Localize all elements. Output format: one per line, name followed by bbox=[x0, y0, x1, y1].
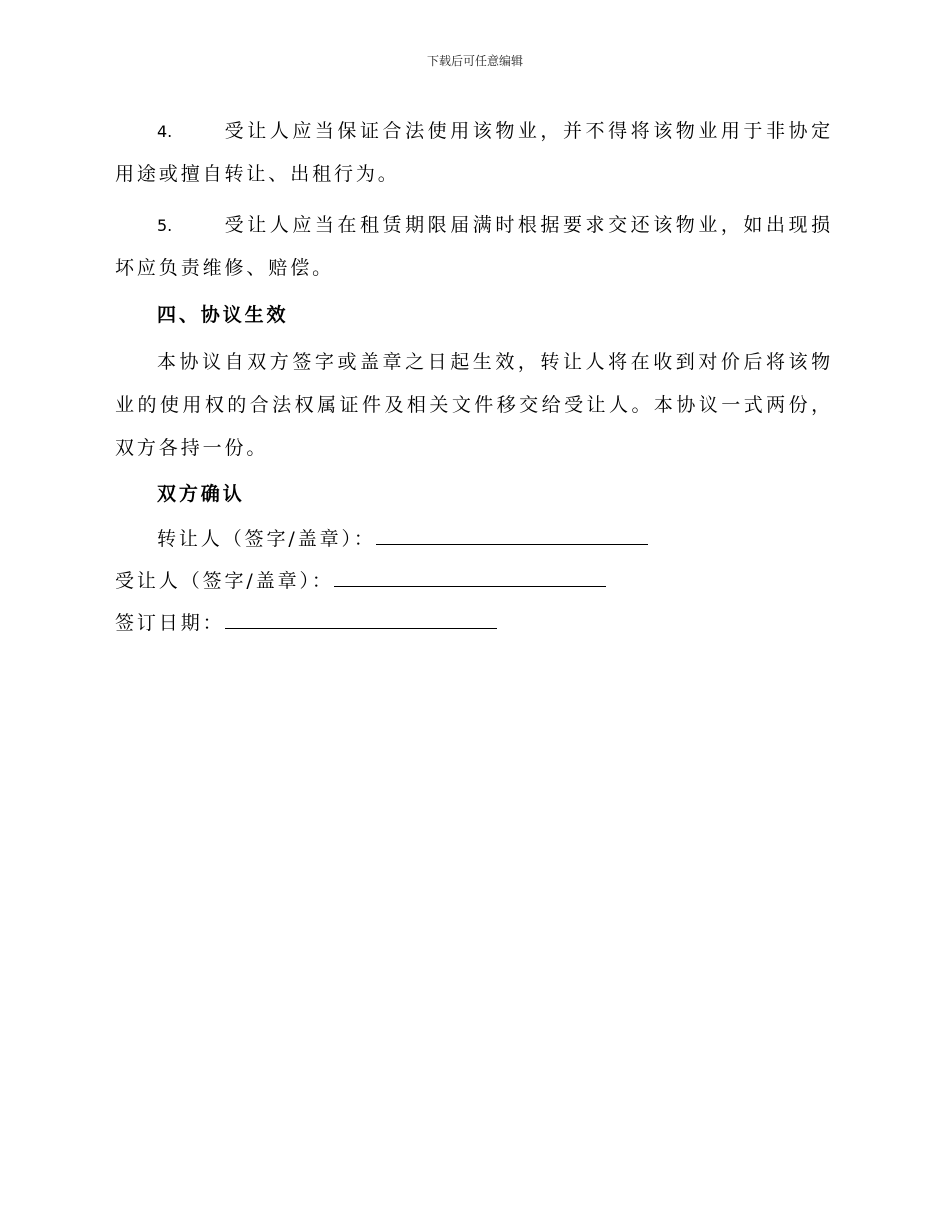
signing-date-line bbox=[115, 602, 833, 644]
section-paragraph: 本协议自双方签字或盖章之日起生效，转让人将在收到对价后将该物业的使用权的合法权属证件及相关文件移交给受让人。本协议一式两份，双方各持一份。 bbox=[115, 351, 833, 459]
page-header: 下载后可任意编辑 bbox=[426, 54, 523, 68]
document-body bbox=[115, 110, 833, 644]
clause-text: 受让人应当在租赁期限届满时根据要求交还该物业，如出现损坏应负责维修、赔偿。 bbox=[115, 214, 833, 279]
confirm-heading: 双方确认 bbox=[157, 483, 245, 505]
transferor-signature-line bbox=[115, 518, 833, 560]
signing-date-blank[interactable] bbox=[225, 606, 497, 629]
clause-number: 5. bbox=[157, 216, 173, 235]
clause-item-5 bbox=[115, 204, 833, 290]
transferee-signature-line bbox=[115, 560, 833, 602]
clause-item-4 bbox=[115, 110, 833, 196]
clause-text: 受让人应当保证合法使用该物业，并不得将该物业用于非协定用途或擅自转让、出租行为。 bbox=[115, 120, 833, 185]
clause-number: 4. bbox=[157, 122, 173, 141]
section-heading: 四、协议生效 bbox=[157, 304, 289, 326]
transferee-label: 受让人（签字/盖章）： bbox=[115, 570, 334, 592]
transferee-signature-blank[interactable] bbox=[334, 564, 606, 587]
signing-date-label: 签订日期： bbox=[115, 612, 225, 634]
transferor-signature-blank[interactable] bbox=[376, 522, 648, 545]
transferor-label: 转让人（签字/盖章）： bbox=[157, 528, 376, 550]
